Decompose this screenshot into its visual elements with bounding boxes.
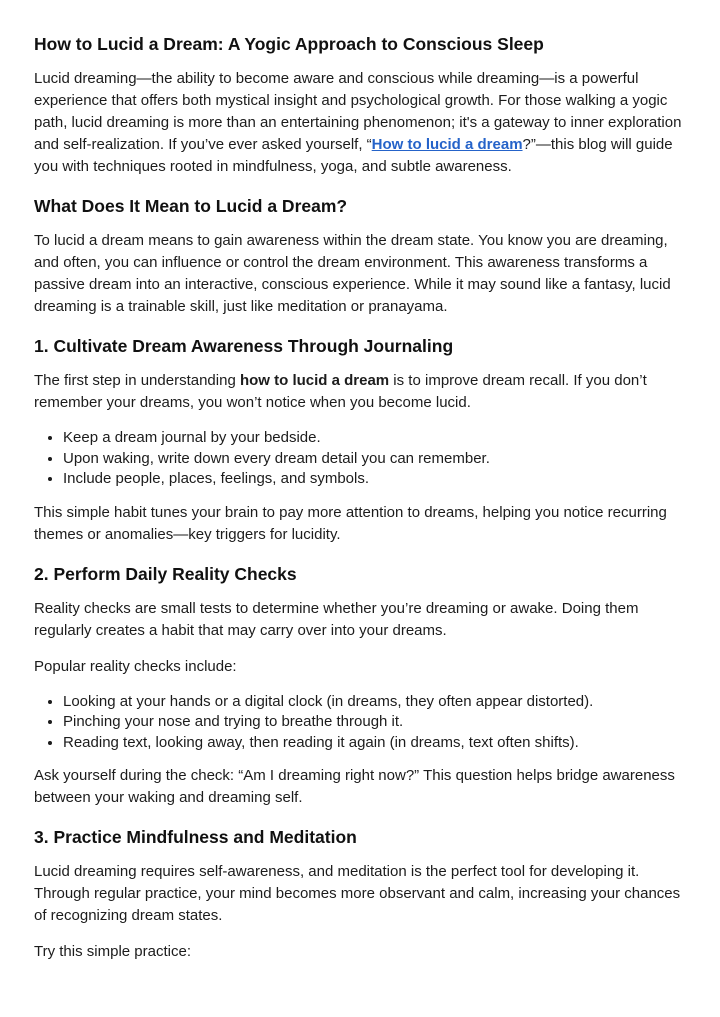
intro-text-before-link: Lucid dreaming—the ability to become aware and conscious while dreaming—is a powerful experience that offers both mystical insight and psychological growth. For those walking a yogic path, lucid dreaming is more than an entertaining phenomenon; it's a gateway to inner exploration and self-realization. If you’ve ever asked yourself, “ bbox=[34, 70, 682, 153]
reality-closing-paragraph: Ask yourself during the check: “Am I dreaming right now?” This question helps bridge awareness between your waking and dreaming self. bbox=[34, 767, 675, 806]
list-item: • Pinching your nose and trying to breathe through it. bbox=[63, 712, 686, 733]
list-item: • Upon waking, write down every dream detail you can remember. bbox=[63, 449, 686, 470]
journaling-text-before-bold: The first step in understanding bbox=[34, 372, 240, 389]
meaning-paragraph: To lucid a dream means to gain awareness within the dream state. You know you are dreaming, and often, you can influence or control the dream environment. This awareness transforms a passive dream into an interactive, conscious experience. While it may sound like a fantasy, lucid dreaming is a trainable skill, just like meditation or pranayama. bbox=[34, 232, 671, 315]
intro-text-after-link: ?”—this blog will guide you with techniques rooted in mindfulness, yoga, and subtle awareness. bbox=[34, 136, 673, 175]
mindfulness-paragraph: Lucid dreaming requires self-awareness, and meditation is the perfect tool for developing it. Through regular practice, your mind becomes more observant and calm, increasing your chances of recognizing dream states. bbox=[34, 863, 681, 924]
journaling-paragraph bbox=[34, 370, 686, 414]
list-item: • Looking at your hands or a digital clock (in dreams, they often appear distorted). bbox=[63, 692, 686, 713]
section-heading-reality-checks: 2. Perform Daily Reality Checks bbox=[34, 563, 297, 584]
section-heading-mindfulness: 3. Practice Mindfulness and Meditation bbox=[34, 827, 357, 847]
intro-paragraph bbox=[34, 68, 686, 178]
section-heading-journaling: 1. Cultivate Dream Awareness Through Journaling bbox=[34, 336, 454, 356]
journaling-list bbox=[34, 428, 686, 490]
section-heading-meaning: What Does It Mean to Lucid a Dream? bbox=[34, 196, 348, 216]
reality-checks-list bbox=[34, 692, 686, 754]
lucid-dream-link[interactable]: How to lucid a dream bbox=[371, 136, 523, 153]
journaling-bold-keyword: how to lucid a dream bbox=[239, 372, 390, 389]
mindfulness-practice-intro: Try this simple practice: bbox=[34, 943, 191, 960]
list-item: • Include people, places, feelings, and symbols. bbox=[63, 469, 686, 490]
article-title: How to Lucid a Dream: A Yogic Approach to Conscious Sleep bbox=[34, 34, 544, 54]
journaling-text-after-bold: is to improve dream recall. If you don’t remember your dreams, you won’t notice when you become lucid. bbox=[34, 372, 647, 411]
journaling-closing-paragraph: This simple habit tunes your brain to pay more attention to dreams, helping you notice recurring themes or anomalies—key triggers for lucidity. bbox=[34, 503, 667, 543]
reality-list-intro: Popular reality checks include: bbox=[34, 657, 237, 675]
reality-paragraph: Reality checks are small tests to determine whether you’re dreaming or awake. Doing them regularly creates a habit that may carry over into your dreams. bbox=[34, 599, 639, 639]
list-item: • Keep a dream journal by your bedside. bbox=[63, 428, 686, 449]
list-item: • Reading text, looking away, then reading it again (in dreams, text often shifts). bbox=[63, 733, 686, 754]
